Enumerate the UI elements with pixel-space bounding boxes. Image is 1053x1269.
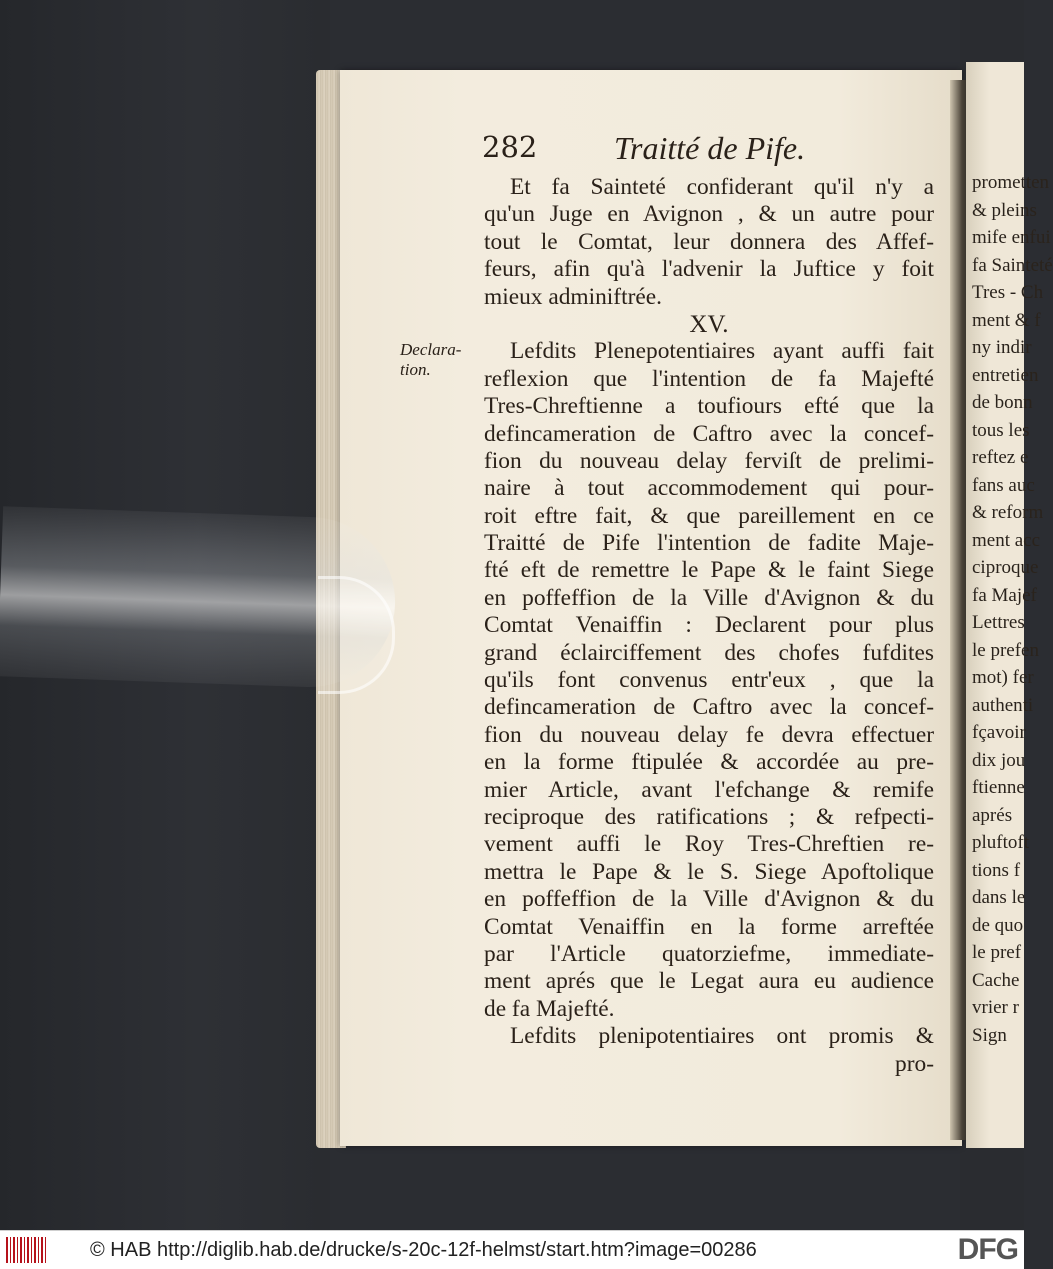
- text-line: tout le Comtat, leur donnera des Affef-: [484, 228, 934, 255]
- text-line: Comtat Venaiffin en la forme arreftée: [484, 913, 934, 940]
- text-line: defincameration de Caftro avec la concef-: [484, 420, 934, 447]
- text-line: mieux adminiftrée.: [484, 283, 662, 310]
- text-line: defincameration de Caftro avec la concef-: [484, 694, 934, 721]
- text-line: Lefdits plenipotentiaires ont promis &: [510, 1023, 934, 1050]
- margin-note-line: tion.: [400, 360, 431, 379]
- text-line: pro-: [895, 1050, 934, 1077]
- facing-page-line: Sign: [972, 1024, 1007, 1046]
- facing-page-line: fa Sainteté: [972, 254, 1053, 276]
- text-line: ment aprés que le Legat aura eu audience: [484, 968, 934, 995]
- text-line: mier Article, avant l'efchange & remife: [484, 776, 934, 803]
- facing-page-line: Cache: [972, 969, 1020, 991]
- text-line: fion du nouveau delay fe devra effectuer: [484, 721, 934, 748]
- hab-barcode-logo: [6, 1237, 48, 1263]
- facing-page-line: fans auc: [972, 474, 1035, 496]
- facing-page-line: fçavoir: [972, 722, 1026, 743]
- running-title: Traitté de Pife.: [614, 130, 806, 166]
- facing-page-line: ment acc: [972, 529, 1041, 551]
- text-line: qu'ils font convenus entr'eux , que la: [484, 667, 934, 694]
- copyright-url[interactable]: © HAB http://diglib.hab.de/drucke/s-20c-12f-helmst/start.htm?image=00286: [90, 1239, 757, 1261]
- facing-page-line: dans le: [972, 887, 1026, 908]
- text-line: qu'un Juge en Avignon , & un autre pour: [484, 201, 934, 228]
- text-line: fté eft de remettre le Pape & le faint Siege: [484, 557, 934, 584]
- facing-page-line: le prefen: [972, 639, 1039, 661]
- text-line: Tres-Chreftienne a toufiours efté que la: [484, 393, 934, 420]
- facing-page-line: tous les: [972, 419, 1030, 441]
- facing-page-line: ciproque: [972, 557, 1039, 578]
- text-line: reciproque des ratifications ; & refpecti-: [484, 803, 934, 830]
- facing-page-line: mife enfui: [972, 227, 1051, 248]
- page-number: 282: [482, 130, 538, 164]
- section-heading: XV.: [689, 310, 729, 338]
- text-line: en la forme ftipulée & accordée au pre-: [484, 749, 934, 776]
- facing-page-line: Lettres: [972, 612, 1025, 633]
- text-line: naire à tout accommodement qui pour-: [484, 475, 934, 502]
- body-text: [484, 174, 934, 1078]
- text-line: par l'Article quatorziefme, immediate-: [484, 940, 934, 967]
- text-line: fion du nouveau delay ferviſt de prelimi-: [484, 447, 934, 474]
- facing-page-line: ment & f: [972, 309, 1041, 331]
- facing-page-line: Tres - Ch: [972, 282, 1044, 303]
- text-line: reflexion que l'intention de fa Majefté: [484, 365, 934, 392]
- facing-page-line: dix jou: [972, 749, 1026, 771]
- facing-page-line: fa Majef: [972, 584, 1037, 606]
- facing-page-line: mot) fer: [972, 667, 1034, 688]
- margin-note-line: Declara-: [400, 340, 462, 359]
- footer-bar: [0, 1230, 1024, 1269]
- facing-page-line: & pleins: [972, 199, 1037, 221]
- facing-page-line: de bonn: [972, 392, 1033, 413]
- facing-page-line: pluftoft: [972, 832, 1029, 853]
- facing-page-line: & reform: [972, 502, 1044, 523]
- text-line: mettra le Pape & le S. Siege Apoftolique: [484, 858, 934, 885]
- margin-note: [400, 340, 485, 380]
- facing-page-line: de quo: [972, 914, 1024, 936]
- facing-page-line: tions f: [972, 859, 1021, 881]
- text-line: en poffeffion de la Ville d'Avignon & du: [484, 584, 934, 611]
- text-line: en poffeffion de la Ville d'Avignon & du: [484, 886, 934, 913]
- facing-page-line: ftienne: [972, 777, 1025, 798]
- text-line: feurs, afin qu'à l'advenir la Juftice y foit: [484, 256, 934, 283]
- facing-page-line: aprés: [972, 804, 1013, 826]
- facing-page-line: ny indir: [972, 337, 1032, 358]
- facing-page: [966, 62, 1053, 1148]
- text-line: Traitté de Pife l'intention de fadite Maje-: [484, 530, 934, 557]
- text-line: Comtat Venaiffin : Declarent pour plus: [484, 612, 934, 639]
- text-line: Lefdits Plenepotentiaires ayant auffi fait: [510, 338, 934, 365]
- dfg-logo: DFG: [957, 1233, 1018, 1266]
- facing-page-line: reftez e: [972, 447, 1029, 468]
- facing-page-line: authenti: [972, 694, 1034, 716]
- text-line: roit eftre fait, & que pareillement en ce: [484, 502, 934, 529]
- facing-page-line: entretien: [972, 364, 1039, 386]
- text-line: de fa Majefté.: [484, 995, 615, 1022]
- facing-page-line: le pref: [972, 942, 1022, 963]
- text-line: vement auffi le Roy Tres-Chreftien re-: [484, 831, 934, 858]
- facing-page-line: prometten: [972, 172, 1050, 193]
- text-line: grand éclairciffement des chofes fufdites: [484, 639, 934, 666]
- text-line: Et fa Sainteté confiderant qu'il n'y a: [510, 174, 934, 200]
- facing-page-line: vrier r: [972, 997, 1019, 1018]
